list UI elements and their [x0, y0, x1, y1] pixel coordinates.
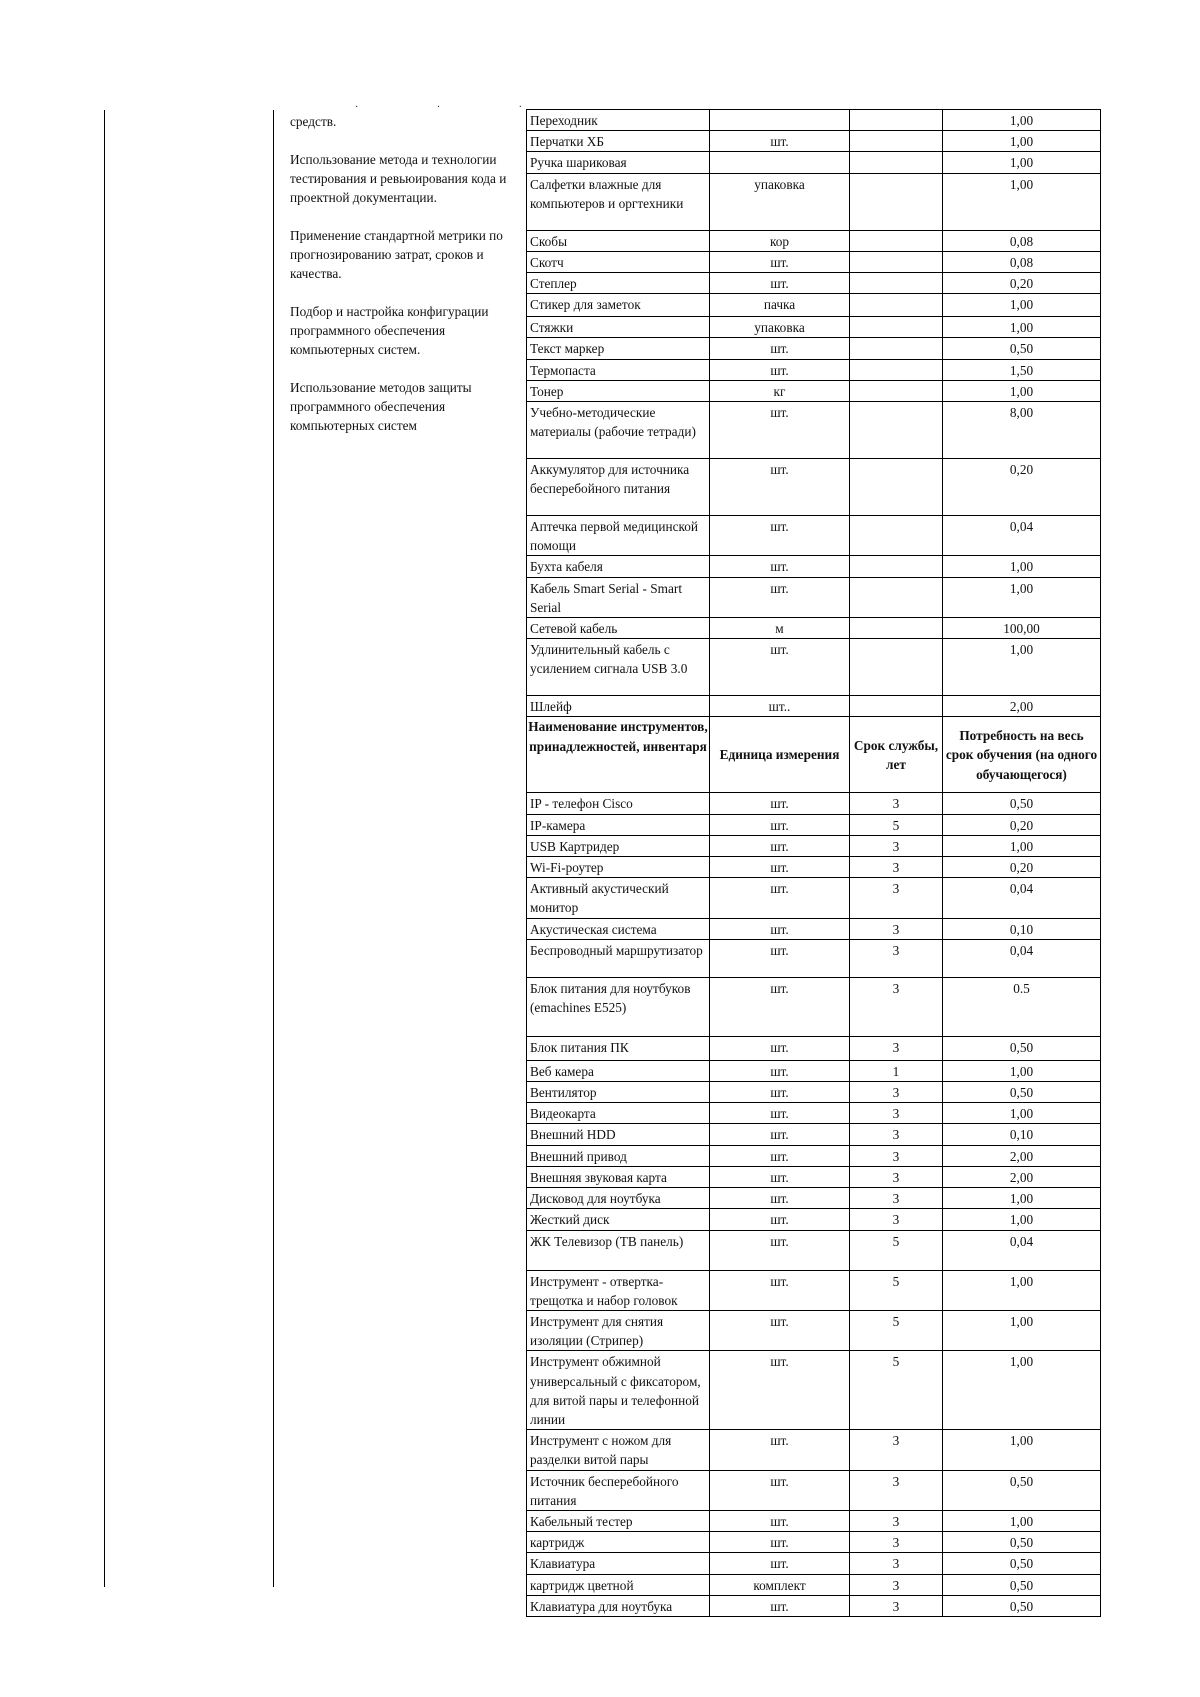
- table-row: [527, 1188, 1101, 1209]
- table-row: [527, 273, 1101, 294]
- competency-paragraph: Применение стандартной метрики по прогнозированию затрат, сроков и качества.: [290, 228, 503, 281]
- service-life-cell: [850, 230, 943, 251]
- item-name-cell: Переходник: [527, 110, 710, 131]
- item-name-cell: Веб камера: [527, 1060, 710, 1081]
- quantity-cell: 0,04: [943, 516, 1101, 556]
- quantity-cell: 1,00: [943, 1270, 1101, 1310]
- unit-cell: шт.: [710, 1082, 850, 1103]
- service-life-cell: [850, 110, 943, 131]
- item-name-cell: Внешний привод: [527, 1145, 710, 1166]
- competency-paragraph: Использование метода и технологии тестирования и ревьюирования кода и проектной документации.: [290, 152, 507, 205]
- item-name-cell: картридж: [527, 1532, 710, 1553]
- table-border-middle: [273, 110, 274, 1587]
- unit-cell: шт.: [710, 1553, 850, 1574]
- service-life-cell: [850, 152, 943, 173]
- table-row: [527, 1574, 1101, 1595]
- service-life-cell: 3: [850, 1209, 943, 1230]
- unit-cell: шт.: [710, 1060, 850, 1081]
- table-row: [527, 977, 1101, 1036]
- item-name-cell: Внешняя звуковая карта: [527, 1166, 710, 1187]
- service-life-cell: [850, 639, 943, 696]
- service-life-cell: 3: [850, 1124, 943, 1145]
- tools-section: [527, 793, 1101, 1617]
- item-name-cell: Источник бесперебойного питания: [527, 1470, 710, 1510]
- quantity-cell: 1,00: [943, 131, 1101, 152]
- item-name-cell: Клавиатура для ноутбука: [527, 1595, 710, 1616]
- item-name-cell: Салфетки влажные для компьютеров и оргтехники: [527, 173, 710, 230]
- service-life-cell: 3: [850, 1470, 943, 1510]
- item-name-cell: Степлер: [527, 273, 710, 294]
- table-row: [527, 1124, 1101, 1145]
- quantity-cell: 1,00: [943, 639, 1101, 696]
- table-row: [527, 1060, 1101, 1081]
- service-life-cell: 3: [850, 1103, 943, 1124]
- service-life-cell: 3: [850, 1036, 943, 1060]
- quantity-cell: 0,50: [943, 1082, 1101, 1103]
- unit-cell: шт.: [710, 857, 850, 878]
- item-name-cell: Сетевой кабель: [527, 618, 710, 639]
- quantity-cell: 1,00: [943, 1430, 1101, 1470]
- item-name-cell: Бухта кабеля: [527, 556, 710, 577]
- service-life-cell: [850, 251, 943, 272]
- quantity-cell: 0,10: [943, 1124, 1101, 1145]
- item-name-cell: Инструмент для снятия изоляции (Стрипер): [527, 1310, 710, 1350]
- unit-cell: шт.: [710, 1270, 850, 1310]
- table-row: [527, 793, 1101, 814]
- table-row: [527, 1209, 1101, 1230]
- item-name-cell: Блок питания ПК: [527, 1036, 710, 1060]
- quantity-cell: 100,00: [943, 618, 1101, 639]
- item-name-cell: Беспроводный маршрутизатор: [527, 939, 710, 977]
- table-row: [527, 857, 1101, 878]
- quantity-cell: 0,50: [943, 338, 1101, 359]
- competency-paragraph: Подбор и настройка конфигурации программного обеспечения компьютерных систем.: [290, 304, 489, 357]
- header-unit: Единица измерения: [710, 717, 850, 793]
- service-life-cell: [850, 359, 943, 380]
- quantity-cell: 0,20: [943, 814, 1101, 835]
- item-name-cell: Инструмент обжимной универсальный с фиксатором, для витой пары и телефонной линии: [527, 1351, 710, 1430]
- unit-cell: шт.: [710, 1209, 850, 1230]
- table-row: [527, 835, 1101, 856]
- quantity-cell: 1,50: [943, 359, 1101, 380]
- unit-cell: [710, 152, 850, 173]
- quantity-cell: 1,00: [943, 577, 1101, 617]
- table-row: [527, 696, 1101, 717]
- service-life-cell: [850, 577, 943, 617]
- service-life-cell: 3: [850, 1430, 943, 1470]
- item-name-cell: Термопаста: [527, 359, 710, 380]
- service-life-cell: [850, 516, 943, 556]
- unit-cell: упаковка: [710, 317, 850, 338]
- unit-cell: шт.: [710, 1510, 850, 1531]
- table-row: [527, 1553, 1101, 1574]
- service-life-cell: 5: [850, 1230, 943, 1270]
- quantity-cell: 0,04: [943, 878, 1101, 918]
- quantity-cell: 1,00: [943, 1060, 1101, 1081]
- service-life-cell: 1: [850, 1060, 943, 1081]
- item-name-cell: Внешний HDD: [527, 1124, 710, 1145]
- table-row: [527, 1595, 1101, 1616]
- quantity-cell: 0,50: [943, 1470, 1101, 1510]
- service-life-cell: 3: [850, 1145, 943, 1166]
- item-name-cell: IP-камера: [527, 814, 710, 835]
- table-row: [527, 251, 1101, 272]
- table-row: [527, 1145, 1101, 1166]
- item-name-cell: Ручка шариковая: [527, 152, 710, 173]
- table-row: [527, 1230, 1101, 1270]
- unit-cell: м: [710, 618, 850, 639]
- item-name-cell: Кабель Smart Serial - Smart Serial: [527, 577, 710, 617]
- unit-cell: шт.: [710, 516, 850, 556]
- item-name-cell: Wi-Fi-роутер: [527, 857, 710, 878]
- item-name-cell: Удлинительный кабель с усилением сигнала USB 3.0: [527, 639, 710, 696]
- item-name-cell: Аптечка первой медицинской помощи: [527, 516, 710, 556]
- unit-cell: пачка: [710, 294, 850, 317]
- quantity-cell: 0,10: [943, 918, 1101, 939]
- item-name-cell: Видеокарта: [527, 1103, 710, 1124]
- table-row: [527, 814, 1101, 835]
- service-life-cell: [850, 696, 943, 717]
- service-life-cell: 3: [850, 1553, 943, 1574]
- table-row: [527, 918, 1101, 939]
- header-service-life: Срок службы, лет: [850, 717, 943, 793]
- item-name-cell: Аккумулятор для источника бесперебойного питания: [527, 459, 710, 516]
- unit-cell: шт.: [710, 878, 850, 918]
- header-name: Наименование инструментов, принадлежностей, инвентаря: [527, 717, 710, 793]
- unit-cell: шт.: [710, 814, 850, 835]
- table-row: [527, 110, 1101, 131]
- service-life-cell: [850, 173, 943, 230]
- table-row: [527, 1036, 1101, 1060]
- unit-cell: шт.: [710, 131, 850, 152]
- item-name-cell: USB Картридер: [527, 835, 710, 856]
- service-life-cell: 3: [850, 1510, 943, 1531]
- unit-cell: кг: [710, 380, 850, 401]
- unit-cell: шт.: [710, 251, 850, 272]
- quantity-cell: 0,50: [943, 1532, 1101, 1553]
- quantity-cell: 1,00: [943, 173, 1101, 230]
- unit-cell: шт.: [710, 1470, 850, 1510]
- quantity-cell: 0,50: [943, 1036, 1101, 1060]
- quantity-cell: 1,00: [943, 380, 1101, 401]
- item-name-cell: Вентилятор: [527, 1082, 710, 1103]
- quantity-cell: 0,50: [943, 793, 1101, 814]
- unit-cell: шт.: [710, 793, 850, 814]
- table-row: [527, 402, 1101, 459]
- unit-cell: шт.: [710, 1188, 850, 1209]
- quantity-cell: 0,20: [943, 857, 1101, 878]
- quantity-cell: 0,50: [943, 1595, 1101, 1616]
- service-life-cell: 5: [850, 1351, 943, 1430]
- table-row: [527, 878, 1101, 918]
- quantity-cell: 1,00: [943, 152, 1101, 173]
- item-name-cell: Активный акустический монитор: [527, 878, 710, 918]
- item-name-cell: Акустическая система: [527, 918, 710, 939]
- quantity-cell: 1,00: [943, 1103, 1101, 1124]
- quantity-cell: 1,00: [943, 1188, 1101, 1209]
- table-row: [527, 131, 1101, 152]
- quantity-cell: 0,08: [943, 251, 1101, 272]
- table-row: [527, 1103, 1101, 1124]
- table-row: [527, 173, 1101, 230]
- service-life-cell: 3: [850, 1166, 943, 1187]
- table-row: [527, 317, 1101, 338]
- table-row: [527, 639, 1101, 696]
- unit-cell: шт.: [710, 918, 850, 939]
- unit-cell: шт.: [710, 1145, 850, 1166]
- service-life-cell: 3: [850, 1082, 943, 1103]
- service-life-cell: [850, 402, 943, 459]
- item-name-cell: Дисковод для ноутбука: [527, 1188, 710, 1209]
- item-name-cell: Стяжки: [527, 317, 710, 338]
- table-row: [527, 380, 1101, 401]
- table-row: [527, 1351, 1101, 1430]
- competency-text: [290, 112, 522, 454]
- item-name-cell: Тонер: [527, 380, 710, 401]
- unit-cell: шт.: [710, 1595, 850, 1616]
- item-name-cell: Скобы: [527, 230, 710, 251]
- service-life-cell: 3: [850, 1595, 943, 1616]
- item-name-cell: Стикер для заметок: [527, 294, 710, 317]
- unit-cell: шт.: [710, 459, 850, 516]
- unit-cell: кор: [710, 230, 850, 251]
- item-name-cell: Блок питания для ноутбуков (emachines E525): [527, 977, 710, 1036]
- unit-cell: шт.: [710, 359, 850, 380]
- quantity-cell: 2,00: [943, 1145, 1101, 1166]
- table-row: [527, 1430, 1101, 1470]
- unit-cell: шт.: [710, 1430, 850, 1470]
- item-name-cell: Учебно-методические материалы (рабочие тетради): [527, 402, 710, 459]
- item-name-cell: Клавиатура: [527, 1553, 710, 1574]
- table-row: [527, 230, 1101, 251]
- item-name-cell: Текст маркер: [527, 338, 710, 359]
- service-life-cell: [850, 338, 943, 359]
- table-row: [527, 1510, 1101, 1531]
- quantity-cell: 2,00: [943, 696, 1101, 717]
- quantity-cell: 0,20: [943, 273, 1101, 294]
- unit-cell: шт.: [710, 1103, 850, 1124]
- table-row: [527, 1310, 1101, 1350]
- service-life-cell: 5: [850, 1270, 943, 1310]
- quantity-cell: 1,00: [943, 1310, 1101, 1350]
- competency-paragraph: Использование методов защиты программного обеспечения компьютерных систем: [290, 380, 472, 433]
- table-row: [527, 516, 1101, 556]
- quantity-cell: 1,00: [943, 1510, 1101, 1531]
- service-life-cell: 3: [850, 977, 943, 1036]
- unit-cell: шт.: [710, 577, 850, 617]
- item-name-cell: Шлейф: [527, 696, 710, 717]
- unit-cell: [710, 110, 850, 131]
- quantity-cell: 8,00: [943, 402, 1101, 459]
- service-life-cell: 3: [850, 1532, 943, 1553]
- unit-cell: шт.: [710, 939, 850, 977]
- unit-cell: шт.: [710, 1230, 850, 1270]
- service-life-cell: [850, 556, 943, 577]
- unit-cell: шт.: [710, 639, 850, 696]
- quantity-cell: 0.5: [943, 977, 1101, 1036]
- quantity-cell: 0,50: [943, 1574, 1101, 1595]
- service-life-cell: 3: [850, 793, 943, 814]
- unit-cell: упаковка: [710, 173, 850, 230]
- unit-cell: шт.: [710, 1166, 850, 1187]
- item-name-cell: картридж цветной: [527, 1574, 710, 1595]
- service-life-cell: [850, 317, 943, 338]
- service-life-cell: [850, 131, 943, 152]
- quantity-cell: 1,00: [943, 835, 1101, 856]
- table-row: [527, 294, 1101, 317]
- table-row: [527, 556, 1101, 577]
- table-row: [527, 1166, 1101, 1187]
- item-name-cell: Перчатки ХБ: [527, 131, 710, 152]
- table-row: [527, 939, 1101, 977]
- item-name-cell: Инструмент с ножом для разделки витой пары: [527, 1430, 710, 1470]
- unit-cell: шт.: [710, 556, 850, 577]
- quantity-cell: 1,00: [943, 1351, 1101, 1430]
- unit-cell: шт.: [710, 1532, 850, 1553]
- service-life-cell: 3: [850, 918, 943, 939]
- consumables-section: [527, 110, 1101, 717]
- item-name-cell: Скотч: [527, 251, 710, 272]
- table-row: [527, 1082, 1101, 1103]
- unit-cell: шт.: [710, 1036, 850, 1060]
- table-row: [527, 152, 1101, 173]
- unit-cell: шт.: [710, 402, 850, 459]
- unit-cell: шт.: [710, 1351, 850, 1430]
- table-header-row: [527, 717, 1101, 793]
- unit-cell: шт.: [710, 1124, 850, 1145]
- tools-header-section: [527, 717, 1101, 793]
- table-row: [527, 1470, 1101, 1510]
- item-name-cell: Инструмент - отвертка-трещотка и набор головок: [527, 1270, 710, 1310]
- service-life-cell: [850, 618, 943, 639]
- quantity-cell: 0,20: [943, 459, 1101, 516]
- unit-cell: шт..: [710, 696, 850, 717]
- table-row: [527, 618, 1101, 639]
- quantity-cell: 1,00: [943, 110, 1101, 131]
- table-row: [527, 1532, 1101, 1553]
- quantity-cell: 2,00: [943, 1166, 1101, 1187]
- table-row: [527, 359, 1101, 380]
- service-life-cell: [850, 294, 943, 317]
- cut-off-text: · · ·: [355, 102, 560, 113]
- service-life-cell: 5: [850, 814, 943, 835]
- item-name-cell: Кабельный тестер: [527, 1510, 710, 1531]
- quantity-cell: 0,08: [943, 230, 1101, 251]
- service-life-cell: [850, 273, 943, 294]
- service-life-cell: 3: [850, 1574, 943, 1595]
- unit-cell: шт.: [710, 977, 850, 1036]
- service-life-cell: 3: [850, 857, 943, 878]
- item-name-cell: IP - телефон Cisco: [527, 793, 710, 814]
- service-life-cell: 5: [850, 1310, 943, 1350]
- quantity-cell: 1,00: [943, 317, 1101, 338]
- unit-cell: шт.: [710, 273, 850, 294]
- inventory-table: [526, 109, 1101, 1617]
- table-row: [527, 459, 1101, 516]
- table-border-left: [104, 110, 105, 1587]
- service-life-cell: 3: [850, 1188, 943, 1209]
- quantity-cell: 0,04: [943, 939, 1101, 977]
- unit-cell: шт.: [710, 1310, 850, 1350]
- unit-cell: шт.: [710, 338, 850, 359]
- quantity-cell: 1,00: [943, 1209, 1101, 1230]
- quantity-cell: 0,04: [943, 1230, 1101, 1270]
- competency-paragraph: средств.: [290, 114, 337, 129]
- service-life-cell: [850, 380, 943, 401]
- service-life-cell: 3: [850, 939, 943, 977]
- quantity-cell: 1,00: [943, 556, 1101, 577]
- header-requirement: Потребность на весь срок обучения (на одного обучающегося): [943, 717, 1101, 793]
- unit-cell: шт.: [710, 835, 850, 856]
- table-row: [527, 577, 1101, 617]
- table-row: [527, 1270, 1101, 1310]
- quantity-cell: 1,00: [943, 294, 1101, 317]
- item-name-cell: ЖК Телевизор (ТВ панель): [527, 1230, 710, 1270]
- unit-cell: комплект: [710, 1574, 850, 1595]
- table-row: [527, 338, 1101, 359]
- service-life-cell: 3: [850, 835, 943, 856]
- service-life-cell: 3: [850, 878, 943, 918]
- quantity-cell: 0,50: [943, 1553, 1101, 1574]
- item-name-cell: Жесткий диск: [527, 1209, 710, 1230]
- service-life-cell: [850, 459, 943, 516]
